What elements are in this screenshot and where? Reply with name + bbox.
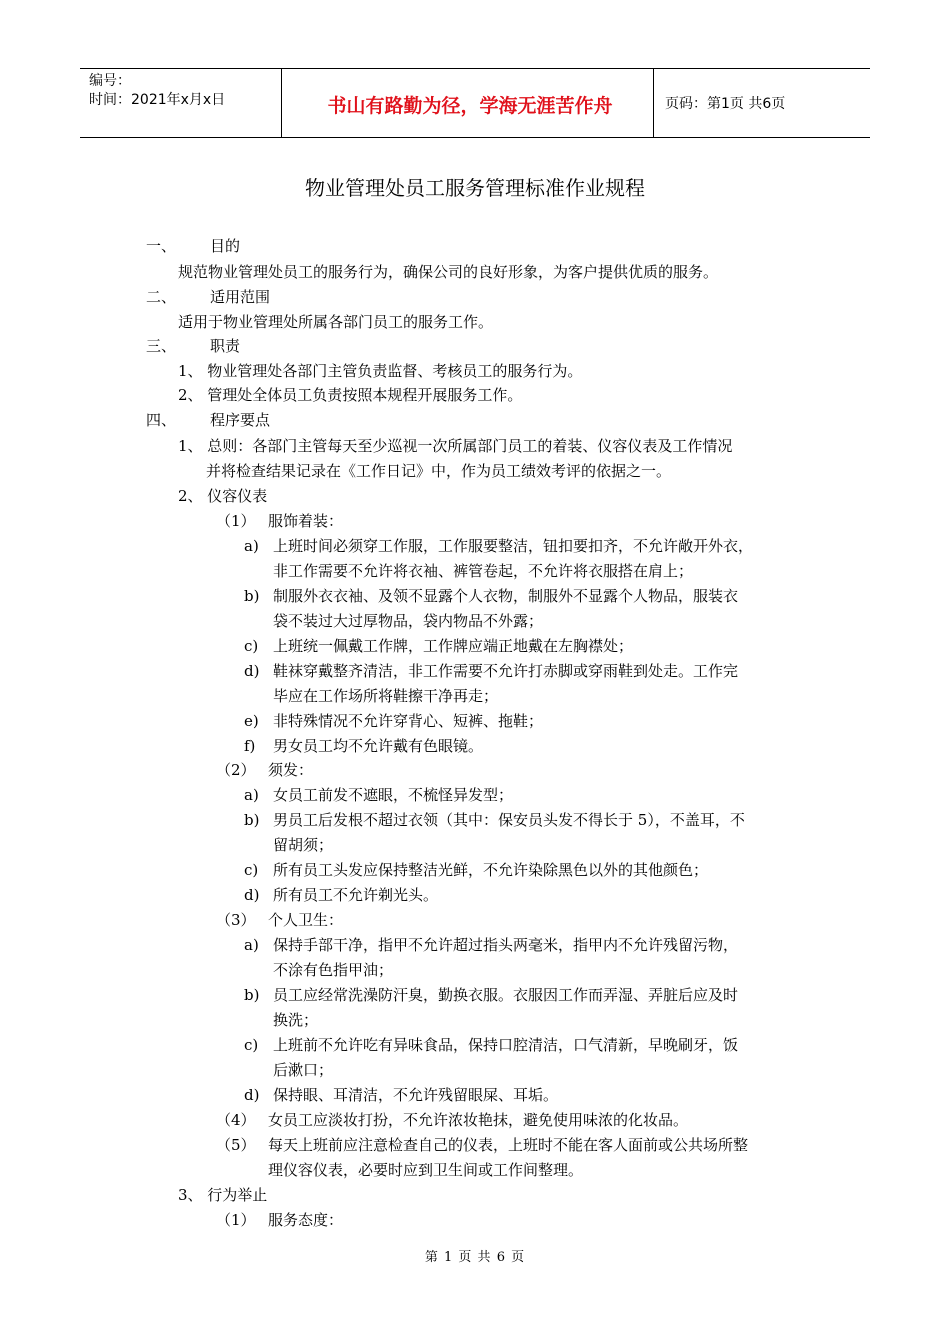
bullet-text: 员工应经常洗澡防汗臭，勤换衣服。衣服因工作而弄湿、弄脏后应及时 [273, 986, 739, 1004]
bullet-text: 留胡须； [273, 836, 334, 854]
bullet-text: 上班时间必须穿工作服，工作服要整洁，钮扣要扣齐，不允许敞开外衣， [273, 537, 754, 555]
bullet-letter: d) [244, 1086, 260, 1104]
bullet-text: 非工作需要不允许将衣袖、裤管卷起，不允许将衣服搭在肩上； [273, 562, 694, 580]
bullet-text: 制服外衣衣袖、及领不显露个人衣物，制服外不显露个人物品，服装衣 [273, 587, 739, 605]
bullet-letter: b) [244, 811, 260, 829]
sub-item-heading: 服饰着装： [268, 512, 344, 530]
list-item: 3、 行为举止 [178, 1186, 268, 1204]
section-number: 三、 [146, 337, 177, 355]
sub-item-text: 每天上班前应注意检查自己的仪表，上班时不能在客人面前或公共场所整 [268, 1136, 749, 1154]
bullet-letter: b) [244, 587, 260, 605]
bullet-text: 鞋袜穿戴整齐清洁，非工作需要不允许打赤脚或穿雨鞋到处走。工作完 [273, 662, 739, 680]
sub-item-number: （4） [216, 1111, 256, 1129]
bullet-text: 上班前不允许吃有异味食品，保持口腔清洁，口气清新，早晚刷牙，饭 [273, 1036, 739, 1054]
bullet-text: 后漱口； [273, 1061, 334, 1079]
bullet-text: 保持手部干净，指甲不允许超过指头两毫米，指甲内不允许残留污物， [273, 936, 739, 954]
bullet-text: 男女员工均不允许戴有色眼镜。 [273, 737, 484, 755]
bullet-text: 上班统一佩戴工作牌，工作牌应端正地戴在左胸襟处； [273, 637, 634, 655]
sub-item-heading: 个人卫生： [268, 911, 344, 929]
bullet-text: 换洗； [273, 1011, 319, 1029]
section-heading: 目的 [210, 237, 241, 255]
bullet-letter: c) [244, 1036, 259, 1054]
bullet-letter: a) [244, 537, 259, 555]
bullet-text: 不涂有色指甲油； [273, 961, 394, 979]
list-item-continuation: 并将检查结果记录在《工作日记》中，作为员工绩效考评的依据之一。 [206, 462, 672, 480]
sub-item-number: （5） [216, 1136, 256, 1154]
header-info [89, 72, 225, 110]
bullet-letter: b) [244, 986, 260, 1004]
bullet-text: 男员工后发根不超过衣领（其中：保安员头发不得长于 5），不盖耳，不 [273, 811, 745, 829]
bullet-text: 非特殊情况不允许穿背心、短裤、拖鞋； [273, 712, 544, 730]
page-code: 页码：第1页 共6页 [665, 96, 786, 112]
bullet-text: 袋不装过大过厚物品，袋内物品不外露； [273, 612, 544, 630]
bullet-letter: a) [244, 786, 259, 804]
list-item: 2、 管理处全体员工负责按照本规程开展服务工作。 [178, 386, 523, 404]
bullet-text: 女员工前发不遮眼，不梳怪异发型； [273, 786, 514, 804]
sub-item-heading: 须发： [268, 761, 314, 779]
section-heading: 适用范围 [210, 288, 271, 306]
paragraph-line: 适用于物业管理处所属各部门员工的服务工作。 [178, 313, 494, 331]
section-number: 一、 [146, 237, 177, 255]
document-title: 物业管理处员工服务管理标准作业规程 [305, 176, 645, 200]
sub-item-number: （1） [216, 512, 256, 530]
sub-item-text: 女员工应淡妆打扮，不允许浓妆艳抹，避免使用味浓的化妆品。 [268, 1111, 689, 1129]
bullet-text: 保持眼、耳清洁，不允许残留眼屎、耳垢。 [273, 1086, 559, 1104]
bullet-text: 所有员工头发应保持整洁光鲜，不允许染除黑色以外的其他颜色； [273, 861, 709, 879]
section-heading: 程序要点 [210, 411, 271, 429]
header-table [80, 68, 870, 138]
bullet-letter: c) [244, 861, 259, 879]
sub-item-number: （1） [216, 1211, 256, 1229]
bullet-letter: a) [244, 936, 259, 954]
section-number: 四、 [146, 411, 177, 429]
list-item: 1、 总则：各部门主管每天至少巡视一次所属部门员工的着装、仪容仪表及工作情况 [178, 437, 733, 455]
section-heading: 职责 [210, 337, 241, 355]
page-footer: 第 1 页 共 6 页 [424, 1250, 526, 1265]
list-item: 2、 仪容仪表 [178, 487, 268, 505]
bullet-text: 所有员工不允许剃光头。 [273, 886, 439, 904]
paragraph-line: 规范物业管理处员工的服务行为，确保公司的良好形象，为客户提供优质的服务。 [178, 263, 719, 281]
bullet-letter: f) [244, 737, 256, 755]
sub-item-heading: 服务态度： [268, 1211, 344, 1229]
bullet-text: 毕应在工作场所将鞋擦干净再走； [273, 687, 499, 705]
bullet-letter: d) [244, 886, 260, 904]
time-label: 时间：2021年x月x日 [89, 92, 226, 108]
number-label: 编号： [89, 73, 131, 89]
header-divider [653, 69, 654, 137]
sub-item-number: （2） [216, 761, 256, 779]
bullet-letter: e) [244, 712, 259, 730]
list-item: 1、 物业管理处各部门主管负责监督、考核员工的服务行为。 [178, 362, 583, 380]
sub-item-number: （3） [216, 911, 256, 929]
sub-item-text: 理仪容仪表，必要时应到卫生间或工作间整理。 [268, 1161, 584, 1179]
bullet-letter: d) [244, 662, 260, 680]
bullet-letter: c) [244, 637, 259, 655]
section-number: 二、 [146, 288, 177, 306]
header-motto: 书山有路勤为径，学海无涯苦作舟 [327, 95, 613, 117]
header-divider [281, 69, 282, 137]
